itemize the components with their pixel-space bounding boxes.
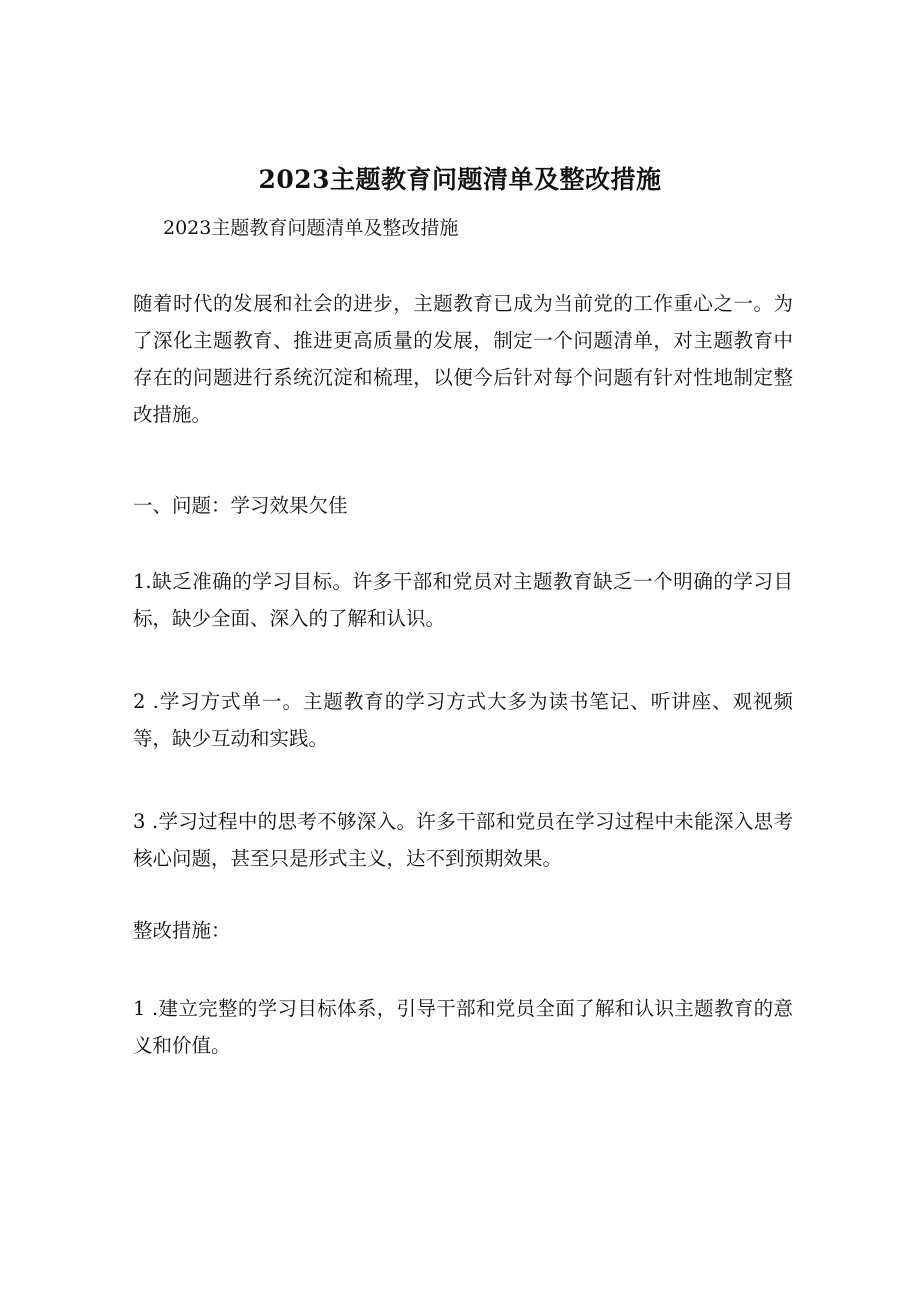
measure-item-1: 1 .建立完整的学习目标体系，引导干部和党员全面了解和认识主题教育的意义和价值。 (133, 997, 793, 1057)
section-heading-problem: 一、问题：学习效果欠佳 (133, 494, 348, 517)
problem-item-1: 1.缺乏准确的学习目标。许多干部和党员对主题教育缺乏一个明确的学习目标，缺少全面、深入的了解和认识。 (133, 570, 793, 630)
problem-item-2: 2 .学习方式单一。主题教育的学习方式大多为读书笔记、听讲座、观视频等，缺少互动和实践。 (133, 690, 793, 750)
problem-item-3: 3 .学习过程中的思考不够深入。许多干部和党员在学习过程中未能深入思考核心问题，甚至只是形式主义，达不到预期效果。 (133, 810, 793, 870)
intro-paragraph: 随着时代的发展和社会的进步，主题教育已成为当前党的工作重心之一。为了深化主题教育、推进更高质量的发展，制定一个问题清单，对主题教育中存在的问题进行系统沉淀和梳理，以便今后针对每个问题有针对性地制定整改措施。 (133, 292, 793, 426)
section-heading-measures: 整改措施： (133, 919, 231, 942)
document-title: 2023主题教育问题清单及整改措施 (258, 165, 662, 194)
document-subtitle: 2023主题教育问题清单及整改措施 (163, 217, 459, 239)
